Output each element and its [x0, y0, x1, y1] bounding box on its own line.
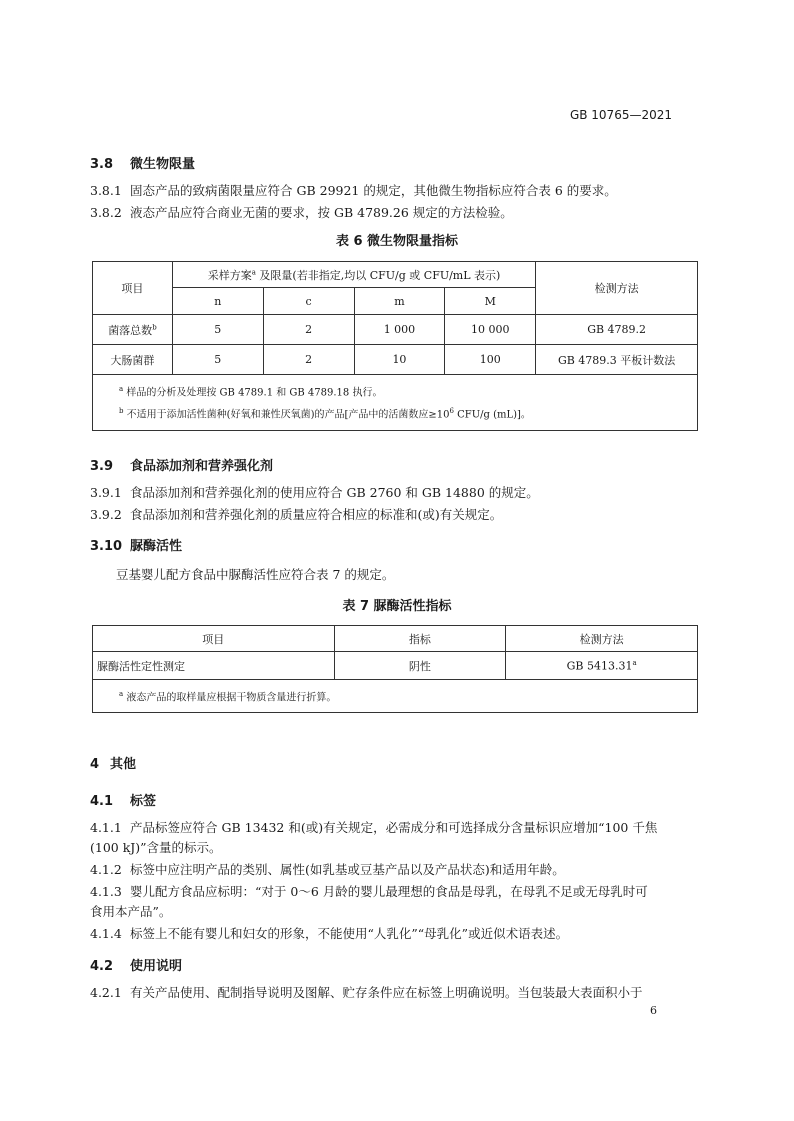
table6-sub-M: M [445, 288, 536, 315]
row-m: 1 000 [354, 315, 445, 345]
table6-sub-m: m [354, 288, 445, 315]
table6-notes-cell [93, 375, 698, 431]
table7 [92, 625, 698, 713]
clause-number: 3.9.1 [90, 485, 122, 500]
row-method: GB 4789.3 平板计数法 [536, 345, 698, 375]
table7-notes [93, 680, 698, 713]
row-M: 10 000 [445, 315, 536, 345]
section-heading-3-10 [90, 535, 182, 554]
row-method: GB 4789.2 [536, 315, 698, 345]
clause-number: 4.1.2 [90, 862, 122, 877]
table7-header-method: 检测方法 [506, 626, 698, 652]
note-text: 不适用于添加活性菌种(好氧和兼性厌氧菌)的产品[产品中的活菌数应≥10 [126, 409, 450, 421]
table6-sub-c: c [263, 288, 354, 315]
clause-number: 3.8.2 [90, 205, 122, 220]
clause-text: 液态产品应符合商业无菌的要求，按 GB 4789.26 规定的方法检验。 [130, 205, 513, 220]
section-title: 食品添加剂和营养强化剂 [130, 459, 274, 474]
table6-header-item: 项目 [93, 262, 173, 315]
clause-4-1-4 [90, 924, 568, 942]
section-title: 标签 [130, 794, 157, 809]
section-number: 3.9 [90, 459, 114, 474]
plan-label-rest: 及限量(若非指定,均以 CFU/g 或 CFU/mL 表示) [255, 268, 501, 282]
section-heading-3-9 [90, 455, 273, 474]
row-n: 5 [172, 345, 263, 375]
clause-text: 婴儿配方食品应标明：“对于 0～6 月龄的婴儿最理想的食品是母乳，在母乳不足或无母乳时可 [130, 884, 648, 899]
table6 [92, 261, 698, 431]
clause-text: 标签中应注明产品的类别、属性(如乳基或豆基产品以及产品状态)和适用年龄。 [130, 862, 565, 877]
clause-number: 4.1.4 [90, 926, 122, 941]
clause-4-1-3-cont: 食用本产品”。 [90, 904, 172, 919]
clause-text: 食品添加剂和营养强化剂的使用应符合 GB 2760 和 GB 14880 的规定。 [130, 485, 539, 500]
page-number: 6 [650, 1004, 657, 1017]
table6-sub-n: n [172, 288, 263, 315]
clause-4-1-1 [90, 818, 657, 836]
clause-number: 3.8.1 [90, 183, 122, 198]
row-c: 2 [263, 345, 354, 375]
row-item-footnote-mark: b [152, 322, 157, 331]
table6-notes [93, 375, 698, 431]
note-text: 液态产品的取样量应根据干物质含量进行折算。 [126, 692, 337, 704]
section-number: 3.8 [90, 157, 114, 172]
clause-number: 4.1.3 [90, 884, 122, 899]
row-index: 阴性 [334, 652, 506, 680]
clause-4-1-1-cont: (100 kJ)”含量的标示。 [90, 840, 222, 855]
clause-3-9-2 [90, 505, 502, 523]
note-text-end: CFU/g (mL)]。 [453, 409, 531, 421]
plan-footnote-mark: a [251, 267, 256, 276]
row-method-footnote-mark: a [632, 658, 637, 667]
table7-header-index: 指标 [334, 626, 506, 652]
note-text: 样品的分析及处理按 GB 4789.1 和 GB 4789.18 执行。 [126, 387, 383, 399]
section-heading-3-8 [90, 153, 195, 172]
clause-text: 有关产品使用、配制指导说明及图解、贮存条件应在标签上明确说明。当包装最大表面积小于 [130, 985, 643, 1000]
paragraph-3-10: 豆基婴儿配方食品中脲酶活性应符合表 7 的规定。 [116, 567, 395, 582]
row-item: 大肠菌群 [93, 345, 173, 375]
table6-caption: 表 6 微生物限量指标 [335, 234, 459, 249]
clause-text: 固态产品的致病菌限量应符合 GB 29921 的规定，其他微生物指标应符合表 6 的要求。 [130, 183, 617, 198]
section-number: 4.1 [90, 794, 114, 809]
clause-3-8-1 [90, 181, 617, 199]
clause-3-9-1 [90, 483, 539, 501]
table-row [93, 315, 698, 345]
note-mark: a [119, 385, 124, 393]
row-M: 100 [445, 345, 536, 375]
row-n: 5 [172, 315, 263, 345]
row-item-label: 菌落总数 [108, 323, 153, 337]
section-title: 脲酶活性 [130, 539, 183, 554]
section-number: 4.2 [90, 959, 114, 974]
clause-text: 食品添加剂和营养强化剂的质量应符合相应的标准和(或)有关规定。 [130, 507, 503, 522]
doc-number: GB 10765—2021 [569, 108, 672, 122]
note-exponent: 6 [449, 407, 454, 416]
table-row [93, 652, 698, 680]
clause-number: 3.9.2 [90, 507, 122, 522]
note-mark: b [119, 407, 124, 416]
section-heading-4 [90, 753, 136, 772]
section-heading-4-1 [90, 790, 156, 809]
table7-caption: 表 7 脲酶活性指标 [342, 599, 452, 614]
section-heading-4-2 [90, 955, 182, 974]
clause-4-1-3 [90, 882, 648, 900]
table7-notes-cell [93, 680, 698, 713]
row-method [506, 652, 698, 680]
clause-number: 4.1.1 [90, 820, 122, 835]
section-title: 其他 [110, 757, 137, 772]
row-method-label: GB 5413.31 [566, 659, 633, 673]
clause-text: 标签上不能有婴儿和妇女的形象，不能使用“人乳化”“母乳化”或近似术语表述。 [130, 926, 569, 941]
clause-4-2-1 [90, 983, 643, 1001]
row-m: 10 [354, 345, 445, 375]
section-title: 微生物限量 [130, 157, 196, 172]
table-row [93, 345, 698, 375]
section-number: 3.10 [90, 539, 123, 554]
table6-header-plan [172, 262, 535, 288]
table6-note-b [119, 402, 671, 424]
clause-number: 4.2.1 [90, 985, 122, 1000]
clause-text: 产品标签应符合 GB 13432 和(或)有关规定，必需成分和可选择成分含量标识应增加“100 千焦 [130, 820, 658, 835]
section-title: 使用说明 [130, 959, 183, 974]
table7-header-item: 项目 [93, 626, 335, 652]
row-item [93, 315, 173, 345]
row-item: 脲酶活性定性测定 [93, 652, 335, 680]
clause-3-8-2 [90, 203, 513, 221]
clause-4-1-2 [90, 860, 565, 878]
note-mark: a [119, 690, 124, 698]
section-number: 4 [90, 757, 100, 772]
plan-label: 采样方案 [207, 268, 252, 282]
table6-note-a [119, 380, 671, 402]
row-c: 2 [263, 315, 354, 345]
table6-header-method: 检测方法 [536, 262, 698, 315]
